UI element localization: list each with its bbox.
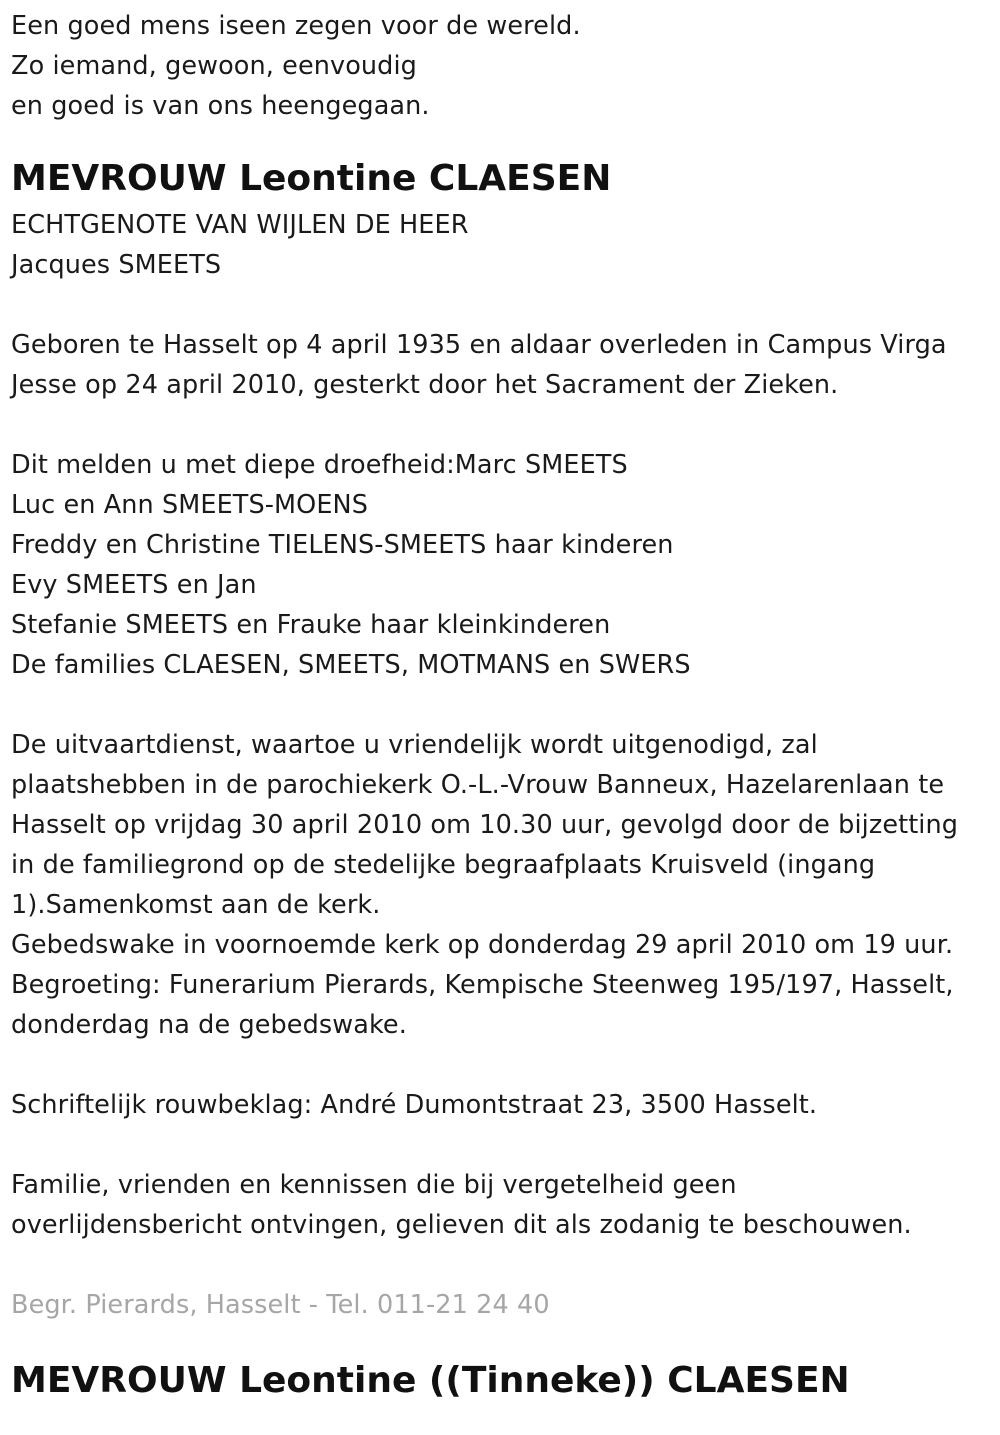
funeral-line: donderdag na de gebedswake. — [11, 1010, 407, 1040]
notice-line: overlijdensbericht ontvingen, gelieven dit als zodanig te beschouwen. — [11, 1210, 912, 1240]
family-line: Stefanie SMEETS en Frauke haar kleinkinderen — [11, 610, 611, 640]
birth-death-block — [11, 325, 990, 405]
funeral-line: De uitvaartdienst, waartoe u vriendelijk wordt uitgenodigd, zal — [11, 730, 818, 760]
funeral-line: Begroeting: Funerarium Pierards, Kempische Steenweg 195/197, Hasselt, — [11, 970, 954, 1000]
condolence-address: Schriftelijk rouwbeklag: André Dumontstraat 23, 3500 Hasselt. — [11, 1090, 818, 1120]
funeral-line: plaatshebben in de parochiekerk O.-L.-Vrouw Banneux, Hazelarenlaan te — [11, 770, 945, 800]
deceased-name-heading-secondary: MEVROUW Leontine ((Tinneke)) CLAESEN — [11, 1360, 850, 1401]
poem-line: Een goed mens iseen zegen voor de wereld. — [11, 11, 581, 41]
undertaker-credit: Begr. Pierards, Hasselt - Tel. 011-21 24 40 — [11, 1290, 550, 1320]
spouse-line: Jacques SMEETS — [11, 250, 222, 280]
birth-death-line: Jesse op 24 april 2010, gesterkt door het Sacrament der Zieken. — [11, 370, 839, 400]
poem-line: Zo iemand, gewoon, eenvoudig — [11, 51, 417, 81]
spouse-block — [11, 205, 990, 285]
poem-block — [11, 6, 990, 126]
family-line: Evy SMEETS en Jan — [11, 570, 257, 600]
family-line: De families CLAESEN, SMEETS, MOTMANS en SWERS — [11, 650, 691, 680]
family-line: Luc en Ann SMEETS-MOENS — [11, 490, 368, 520]
family-block — [11, 445, 990, 685]
funeral-line: Gebedswake in voornoemde kerk op donderdag 29 april 2010 om 19 uur. — [11, 930, 954, 960]
family-line: Freddy en Christine TIELENS-SMEETS haar kinderen — [11, 530, 674, 560]
funeral-line: 1).Samenkomst aan de kerk. — [11, 890, 381, 920]
deceased-name-heading: MEVROUW Leontine CLAESEN — [11, 158, 612, 199]
funeral-block — [11, 725, 990, 1045]
funeral-line: in de familiegrond op de stedelijke begraafplaats Kruisveld (ingang — [11, 850, 876, 880]
notice-line: Familie, vrienden en kennissen die bij vergetelheid geen — [11, 1170, 737, 1200]
funeral-line: Hasselt op vrijdag 30 april 2010 om 10.30 uur, gevolgd door de bijzetting — [11, 810, 959, 840]
family-line: Dit melden u met diepe droefheid:Marc SMEETS — [11, 450, 628, 480]
birth-death-line: Geboren te Hasselt op 4 april 1935 en aldaar overleden in Campus Virga — [11, 330, 947, 360]
spouse-line: ECHTGENOTE VAN WIJLEN DE HEER — [11, 210, 469, 240]
notice-block — [11, 1165, 990, 1245]
poem-line: en goed is van ons heengegaan. — [11, 91, 430, 121]
